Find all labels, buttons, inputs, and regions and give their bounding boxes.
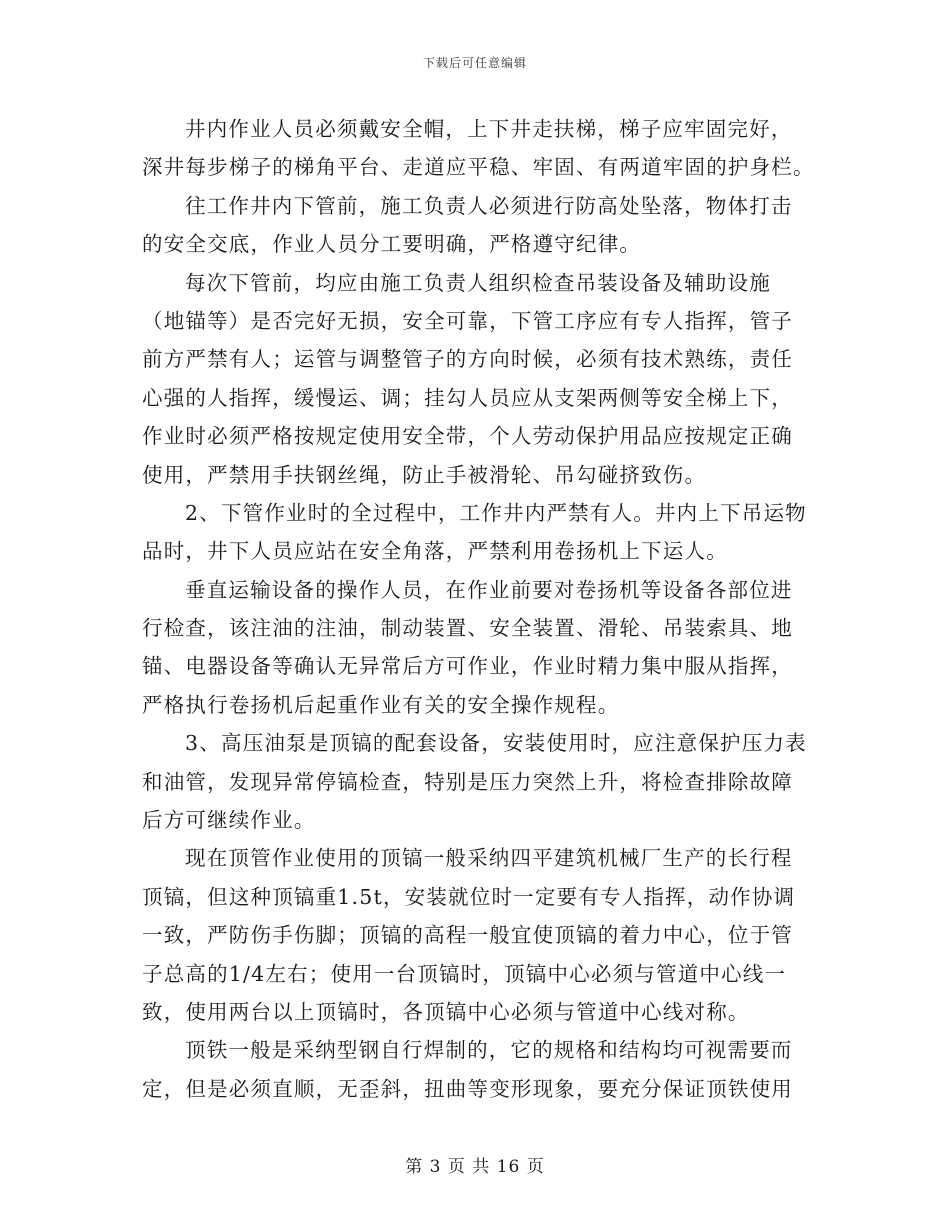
page-header: 下载后可任意编辑 [422,56,527,70]
text-line: 行检查，该注油的注油，制动装置、安全装置、滑轮、吊装索具、地 [142,616,793,641]
text-line: 前方严禁有人；运管与调整管子的方向时候，必须有技术熟练，责任 [142,347,793,372]
text-line: （地锚等）是否完好无损，安全可靠，下管工序应有专人指挥，管子 [142,308,793,333]
text-line: 往工作井内下管前，施工负责人必须进行防高处坠落，物体打击 [185,193,793,218]
text-line: 一致，严防伤手伤脚；顶镐的高程一般宜使顶镐的着力中心，位于管 [142,923,793,948]
text-line: 3、高压油泵是顶镐的配套设备，安装使用时，应注意保护压力表 [185,731,807,756]
text-line: 深井每步梯子的梯角平台、走道应平稳、牢固、有两道牢固的护身栏。 [142,155,815,180]
text-line: 作业时必须严格按规定使用安全带，个人劳动保护用品应按规定正确 [142,424,793,449]
text-line: 的安全交底，作业人员分工要明确，严格遵守纪律。 [142,232,642,257]
text-line: 和油管，发现异常停镐检查，特别是压力突然上升，将检查排除故障 [142,769,793,794]
text-line: 顶铁一般是采纳型钢自行焊制的，它的规格和结构均可视需要而 [185,1038,793,1063]
text-line: 垂直运输设备的操作人员，在作业前要对卷扬机等设备各部位进 [185,577,793,602]
text-line: 定，但是必须直顺，无歪斜，扭曲等变形现象，要充分保证顶铁使用 [142,1076,793,1101]
text-line: 严格执行卷扬机后起重作业有关的安全操作规程。 [142,692,620,717]
text-line: 后方可继续作业。 [142,808,316,833]
text-line: 品时，井下人员应站在安全角落，严禁利用卷扬机上下运人。 [142,539,728,564]
text-line: 锚、电器设备等确认无异常后方可作业，作业时精力集中服从指挥， [142,654,793,679]
text-line: 2、下管作业时的全过程中，工作井内严禁有人。井内上下吊运物 [185,500,807,525]
text-line: 每次下管前，均应由施工负责人组织检查吊装设备及辅助设施 [185,270,771,295]
page-number: 第 3 页 共 16 页 [405,1157,545,1177]
text-line: 子总高的1/4左右；使用一台顶镐时，顶镐中心必须与管道中心线一 [142,961,787,986]
text-line: 顶镐，但这种顶镐重1.5t，安装就位时一定要有专人指挥，动作协调 [142,884,796,909]
text-line: 心强的人指挥，缓慢运、调；挂勾人员应从支架两侧等安全梯上下， [142,385,793,410]
text-line: 现在顶管作业使用的顶镐一般采纳四平建筑机械厂生产的长行程 [185,846,793,871]
text-line: 致，使用两台以上顶镐时，各顶镐中心必须与管道中心线对称。 [142,999,750,1024]
document-body [142,110,822,1108]
text-line: 使用，严禁用手扶钢丝绳，防止手被滑轮、吊勾碰挤致伤。 [142,462,707,487]
text-line: 井内作业人员必须戴安全帽，上下井走扶梯，梯子应牢固完好， [185,117,793,141]
